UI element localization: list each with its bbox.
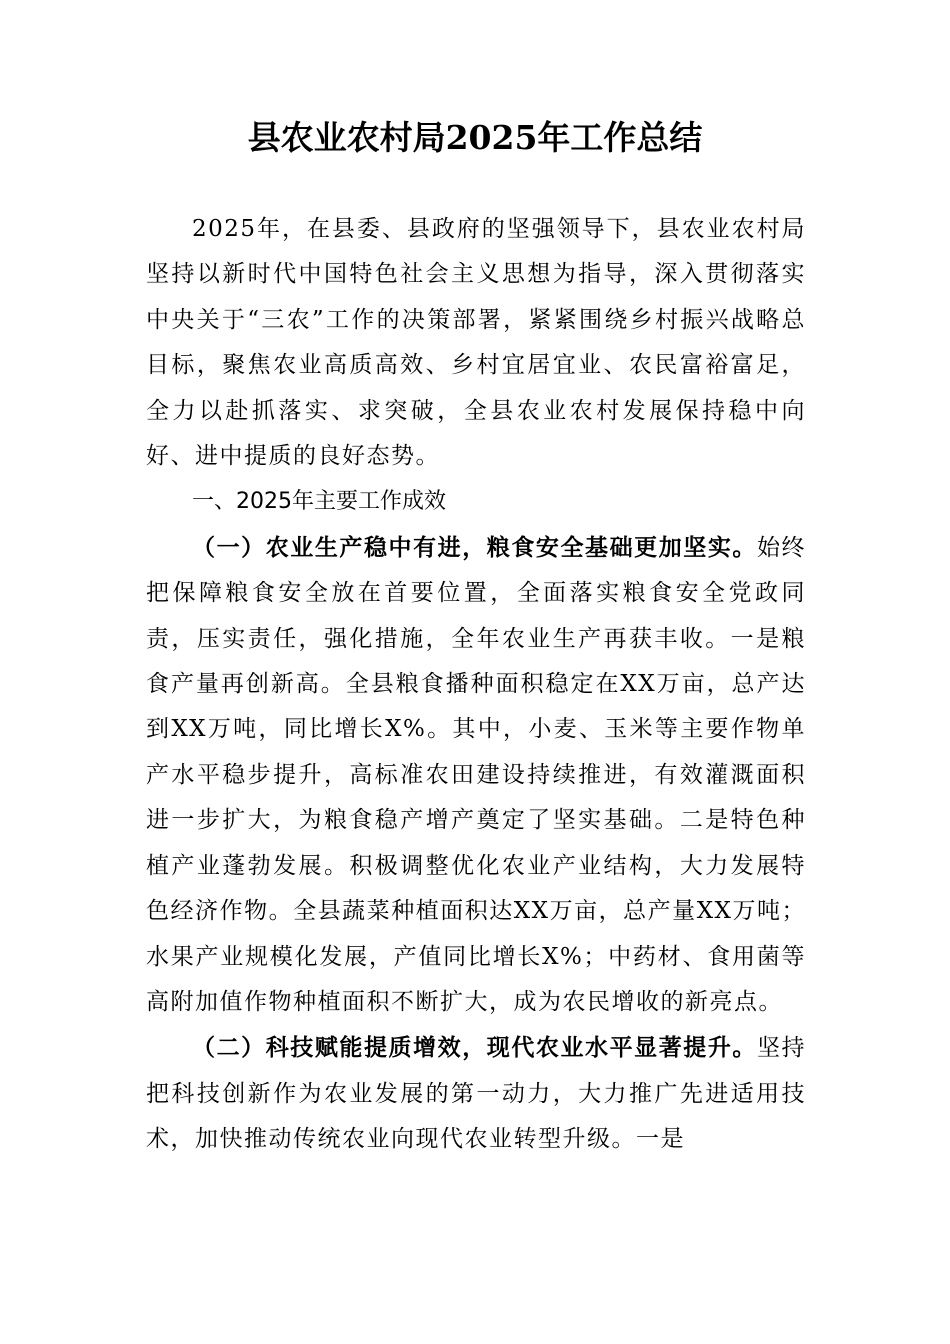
document-title: 县农业农村局2025年工作总结 — [247, 118, 703, 157]
subsection-2-body: 坚持把科技创新作为农业发展的第一动力，大力推广先进适用技术，加快推动传统农业向现代农业转型升级。一是 — [146, 1035, 806, 1153]
subsection-1-heading: （一）农业生产稳中有进，粮食安全基础更加坚实。 — [192, 533, 757, 561]
subsection-2-heading: （二）科技赋能提质增效，现代农业水平显著提升。 — [192, 1034, 757, 1062]
section-heading: 一、2025年主要工作成效 — [192, 489, 446, 515]
intro-paragraph: 2025年，在县委、县政府的坚强领导下，县农业农村局坚持以新时代中国特色社会主义思想为指导，深入贯彻落实中央关于“三农”工作的决策部署，紧紧围绕乡村振兴战略总目标，聚焦农业高质高效、乡村宜居宜业、农民富裕富足，全力以赴抓落实、求突破，全县农业农村发展保持稳中向好、进中提质的良好态势。 — [146, 216, 806, 470]
subsection-1-paragraph — [146, 525, 806, 1025]
document-body — [146, 207, 806, 1163]
subsection-2-paragraph — [146, 1025, 806, 1162]
subsection-1-body: 始终把保障粮食安全放在首要位置，全面落实粮食安全党政同责，压实责任，强化措施，全年农业生产再获丰收。一是粮食产量再创新高。全县粮食播种面积稳定在XX万亩，总产达到XX万吨，同比增长X%。其中，小麦、玉米等主要作物单产水平稳步提升，高标准农田建设持续推进，有效灌溉面积进一步扩大，为粮食稳产增产奠定了坚实基础。二是特色种植产业蓬勃发展。积极调整优化农业产业结构，大力发展特色经济作物。全县蔬菜种植面积达XX万亩，总产量XX万吨；水果产业规模化发展，产值同比增长X%；中药材、食用菌等高附加值作物种植面积不断扩大，成为农民增收的新亮点。 — [146, 534, 806, 1015]
